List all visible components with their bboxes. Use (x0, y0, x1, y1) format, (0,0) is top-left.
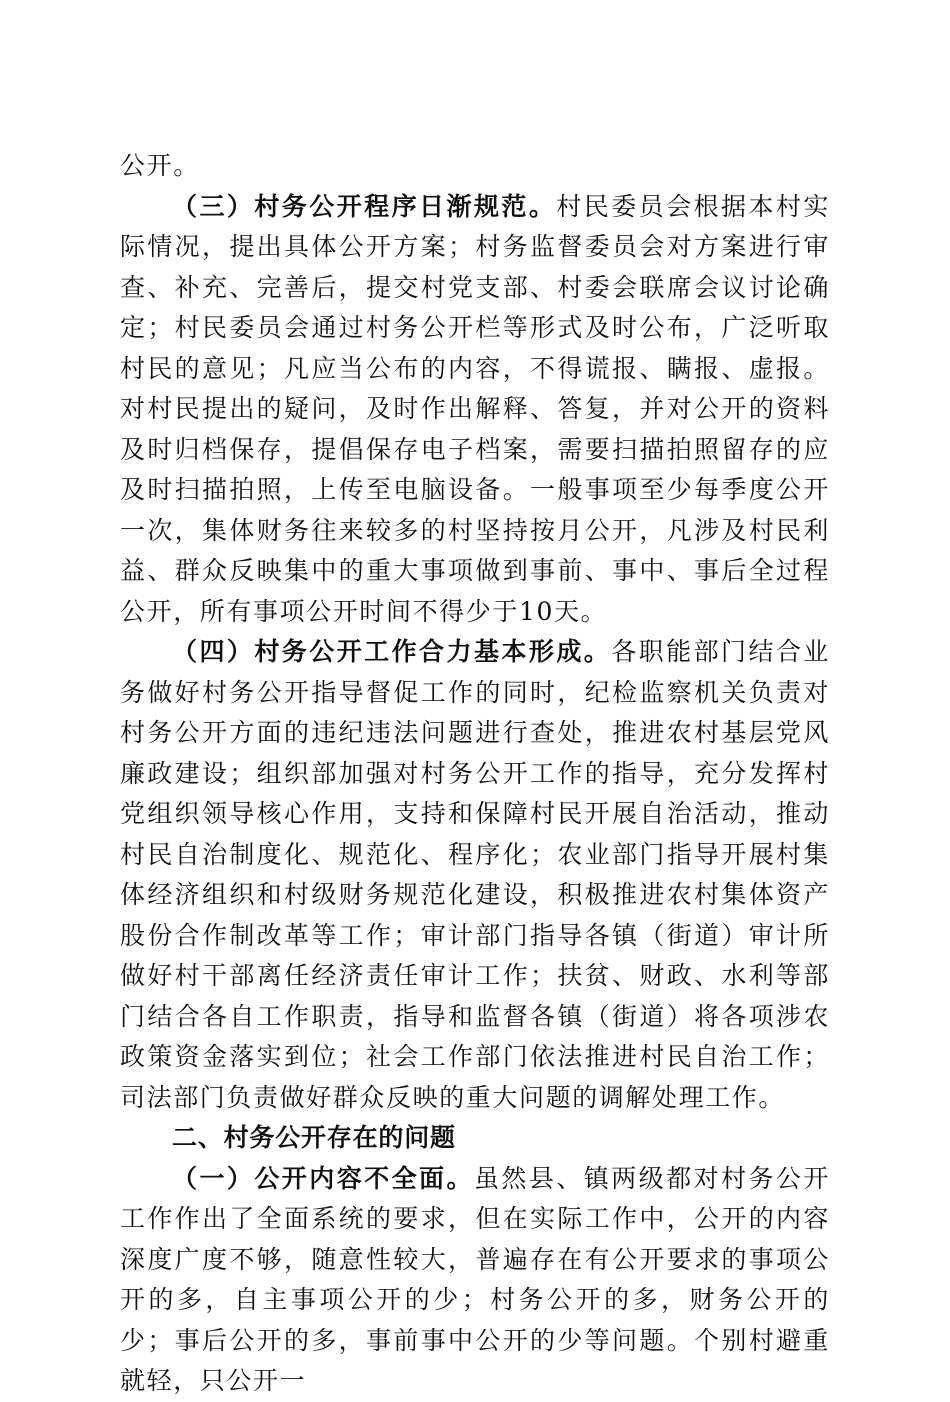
paragraph-content-incomplete (120, 1159, 830, 1402)
paragraph-lead: （四）村务公开工作合力基本形成。 (172, 637, 612, 666)
paragraph-lead: （一）公开内容不全面。 (172, 1163, 474, 1193)
document-body (120, 146, 830, 1402)
paragraph-procedure-standardized (120, 187, 830, 633)
paragraph-continuation (120, 146, 830, 187)
paragraph-text: 公开。 (120, 151, 200, 180)
paragraph-lead: （三）村务公开程序日渐规范。 (172, 191, 557, 221)
paragraph-text: 虽然县、镇两级都对村务公开工作作出了全面系统的要求，但在实际工作中，公开的内容深度广度不够，随意性较大，普遍存在有公开要求的事项公开的多，自主事项公开的少；村务公开的多，财务公开的少；事后公开的多，事前事中公开的少等问题。个别村避重就轻，只公开一 (120, 1163, 830, 1395)
paragraph-text: 各职能部门结合业务做好村务公开指导督促工作的同时，纪检监察机关负责对村务公开方面的违纪违法问题进行查处，推进农村基层党风廉政建设；组织部加强对村务公开工作的指导，充分发挥村党组织领导核心作用，支持和保障村民开展自治活动，推动村民自治制度化、规范化、程序化；农业部门指导开展村集体经济组织和村级财务规范化建设，积极推进农村集体资产股份合作制改革等工作；审计部门指导各镇（街道）审计所做好村干部离任经济责任审计工作；扶贫、财政、水利等部门结合各自工作职责，指导和监督各镇（街道）将各项涉农政策资金落实到位；社会工作部门依法推进村民自治工作；司法部门负责做好群众反映的重大问题的调解处理工作。 (120, 637, 830, 1112)
section-heading: 二、村务公开存在的问题 (172, 1123, 456, 1152)
paragraph-joint-effort (120, 632, 830, 1118)
paragraph-text: 村民委员会根据本村实际情况，提出具体公开方案；村务监督委员会对方案进行审查、补充、完善后，提交村党支部、村委会联席会议讨论确定；村民委员会通过村务公开栏等形式及时公布，广泛听取村民的意见；凡应当公布的内容，不得谎报、瞒报、虚报。对村民提出的疑问，及时作出解释、答复，并对公开的资料及时归档保存，提倡保存电子档案，需要扫描拍照留存的应及时扫描拍照，上传至电脑设备。一般事项至少每季度公开一次，集体财务往来较多的村坚持按月公开，凡涉及村民利益、群众反映集中的重大事项做到事前、事中、事后全过程公开，所有事项公开时间不得少于10天。 (120, 191, 830, 626)
